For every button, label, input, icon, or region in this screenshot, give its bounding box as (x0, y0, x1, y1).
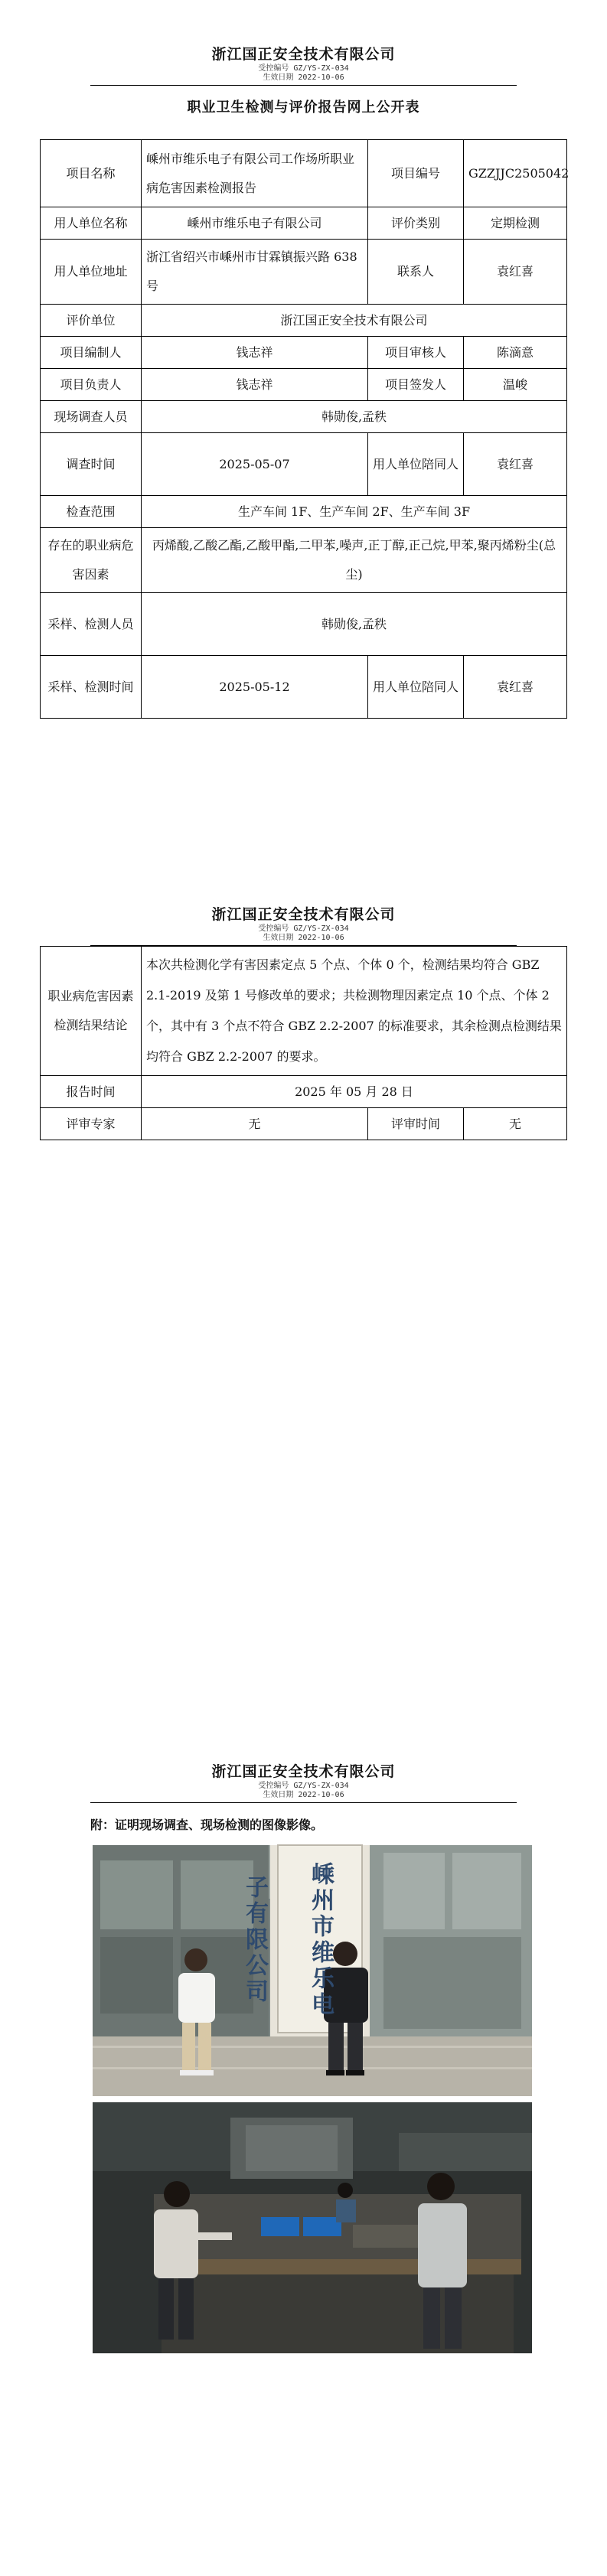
eval-type-value: 定期检测 (464, 207, 567, 240)
escort-value: 袁红喜 (464, 433, 567, 496)
reviewer-label: 项目审核人 (368, 337, 464, 369)
issuer-label: 项目签发人 (368, 369, 464, 401)
table-row (41, 1076, 567, 1108)
reviewer-value: 陈滴意 (464, 337, 567, 369)
escort-label: 用人单位陪同人 (368, 433, 464, 496)
escort2-value: 袁红喜 (464, 656, 567, 719)
hazards-label: 存在的职业病危害因素 (41, 528, 142, 593)
table-row (41, 593, 567, 656)
company-name: 浙江国正安全技术有限公司 (211, 1763, 396, 1780)
scope-label: 检查范围 (41, 496, 142, 528)
project-no-value: GZZJJC2505042 (464, 140, 567, 207)
project-no-label: 项目编号 (368, 140, 464, 207)
conclusion-value: 本次共检测化学有害因素定点 5 个点、个体 0 个，检测结果均符合 GBZ 2.1-2019 及第 1 号修改单的要求；共检测物理因素定点 10 个点、个体 2 个，其中有 3 个点不符合 GBZ 2.2-2007 的标准要求，其余检测点检测结果均符合 GBZ 2.2-2007 的要求。 (142, 947, 567, 1076)
table-row (41, 528, 567, 593)
contact-value: 袁红喜 (464, 240, 567, 305)
table-row (41, 401, 567, 433)
table-row (41, 433, 567, 496)
table-row (41, 337, 567, 369)
experts-value: 无 (142, 1108, 368, 1140)
employer-label: 用人单位名称 (41, 207, 142, 240)
review-time-label: 评审时间 (368, 1108, 464, 1140)
company-name: 浙江国正安全技术有限公司 (211, 46, 396, 63)
header-rule (90, 85, 517, 86)
experts-label: 评审专家 (41, 1108, 142, 1140)
table-row (41, 496, 567, 528)
leader-value: 钱志祥 (142, 369, 368, 401)
table-row (41, 369, 567, 401)
table-row (41, 207, 567, 240)
escort2-label: 用人单位陪同人 (368, 656, 464, 719)
survey-time-value: 2025-05-07 (142, 433, 368, 496)
leader-label: 项目负责人 (41, 369, 142, 401)
table-row (41, 947, 567, 1076)
evaluator-value: 浙江国正安全技术有限公司 (142, 305, 567, 337)
table-row (41, 240, 567, 305)
company-name: 浙江国正安全技术有限公司 (211, 906, 396, 923)
investigators-value: 韩勋俊,孟秩 (142, 401, 567, 433)
hazards-value: 丙烯酸,乙酸乙酯,乙酸甲酯,二甲苯,噪声,正丁醇,正己烷,甲苯,聚丙烯粉尘(总尘) (142, 528, 567, 593)
sample-time-label: 采样、检测时间 (41, 656, 142, 719)
address-value: 浙江省绍兴市嵊州市甘霖镇振兴路 638 号 (142, 240, 368, 305)
issuer-value: 温峻 (464, 369, 567, 401)
conclusion-table (40, 946, 567, 1140)
conclusion-label: 职业病危害因素检测结果结论 (41, 947, 142, 1076)
annex-title: 附：证明现场调查、现场检测的图像影像。 (90, 1818, 324, 1832)
investigators-label: 现场调查人员 (41, 401, 142, 433)
employer-value: 嵊州市维乐电子有限公司 (142, 207, 368, 240)
review-time-value: 无 (464, 1108, 567, 1140)
samplers-label: 采样、检测人员 (41, 593, 142, 656)
survey-time-label: 调查时间 (41, 433, 142, 496)
scope-value: 生产车间 1F、生产车间 2F、生产车间 3F (142, 496, 567, 528)
company-sign: 嵊州市维乐电子有限公司 (241, 1862, 334, 2018)
effective-date: 生效日期 2022-10-06 (263, 1791, 344, 1799)
header-rule (90, 1802, 517, 1803)
site-survey-photo (93, 1845, 532, 2096)
report-info-table (40, 139, 567, 719)
control-number: 受控编号 GZ/YS-ZX-034 (258, 1782, 349, 1790)
table-row (41, 656, 567, 719)
sample-time-value: 2025-05-12 (142, 656, 368, 719)
control-number: 受控编号 GZ/YS-ZX-034 (258, 64, 349, 73)
project-name-value: 嵊州市维乐电子有限公司工作场所职业病危害因素检测报告 (142, 140, 368, 207)
compiler-value: 钱志祥 (142, 337, 368, 369)
table-row (41, 305, 567, 337)
table-row (41, 1108, 567, 1140)
report-time-label: 报告时间 (41, 1076, 142, 1108)
compiler-label: 项目编制人 (41, 337, 142, 369)
project-name-label: 项目名称 (41, 140, 142, 207)
site-detection-photo (93, 2102, 532, 2353)
report-time-value: 2025 年 05 月 28 日 (142, 1076, 567, 1108)
effective-date: 生效日期 2022-10-06 (263, 73, 344, 82)
effective-date: 生效日期 2022-10-06 (263, 934, 344, 942)
document-title: 职业卫生检测与评价报告网上公开表 (187, 99, 420, 116)
contact-label: 联系人 (368, 240, 464, 305)
samplers-value: 韩勋俊,孟秩 (142, 593, 567, 656)
table-row (41, 140, 567, 207)
eval-type-label: 评价类别 (368, 207, 464, 240)
control-number: 受控编号 GZ/YS-ZX-034 (258, 924, 349, 933)
evaluator-label: 评价单位 (41, 305, 142, 337)
address-label: 用人单位地址 (41, 240, 142, 305)
site-detection-photo-graphic (93, 2102, 532, 2353)
